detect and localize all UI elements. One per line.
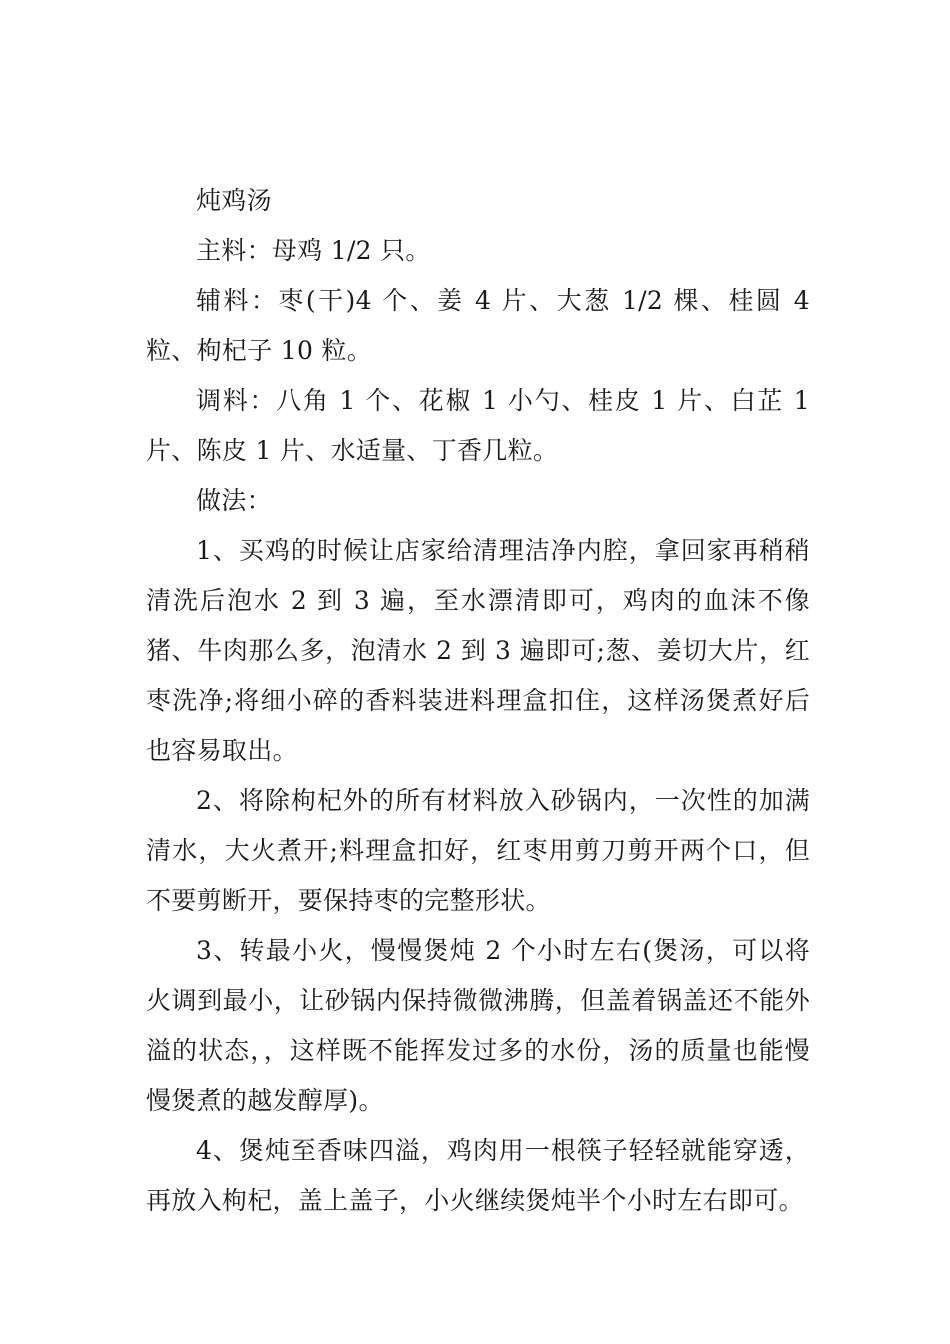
step-paragraph-2: 2、将除枸杞外的所有材料放入砂锅内，一次性的加满清水，大火煮开;料理盒扣好，红枣用剪刀剪开两个口，但不要剪断开，要保持枣的完整形状。 [146, 786, 810, 915]
main-ingredient-line: 主料：母鸡 1/2 只。 [196, 236, 431, 265]
step-paragraph-3: 3、转最小火，慢慢煲炖 2 个小时左右(煲汤，可以将火调到最小，让砂锅内保持微微沸腾，但盖着锅盖还不能外溢的状态，，这样既不能挥发过多的水份，汤的质量也能慢慢煲煮的越发醇厚)。 [146, 936, 810, 1115]
document-body [146, 176, 810, 1226]
step-paragraph-1: 1、买鸡的时候让店家给清理洁净内腔，拿回家再稍稍清洗后泡水 2 到 3 遍，至水漂清即可，鸡肉的血沫不像猪、牛肉那么多，泡清水 2 到 3 遍即可;葱、姜切大片，红枣洗净;将细小碎的香料装进料理盒扣住，这样汤煲煮好后也容易取出。 [146, 536, 810, 765]
step-paragraph-4: 4、煲炖至香味四溢，鸡肉用一根筷子轻轻就能穿透，再放入枸杞，盖上盖子，小火继续煲炖半个小时左右即可。 [146, 1136, 810, 1215]
method-heading: 做法： [196, 486, 272, 515]
recipe-title: 炖鸡汤 [196, 186, 272, 215]
seasoning-paragraph: 调料：八角 1 个、花椒 1 小勺、桂皮 1 片、白芷 1 片、陈皮 1 片、水适量、丁香几粒。 [146, 386, 810, 465]
auxiliary-ingredients-paragraph: 辅料：枣(干)4 个、姜 4 片、大葱 1/2 棵、桂圆 4 粒、枸杞子 10 粒。 [146, 286, 810, 365]
